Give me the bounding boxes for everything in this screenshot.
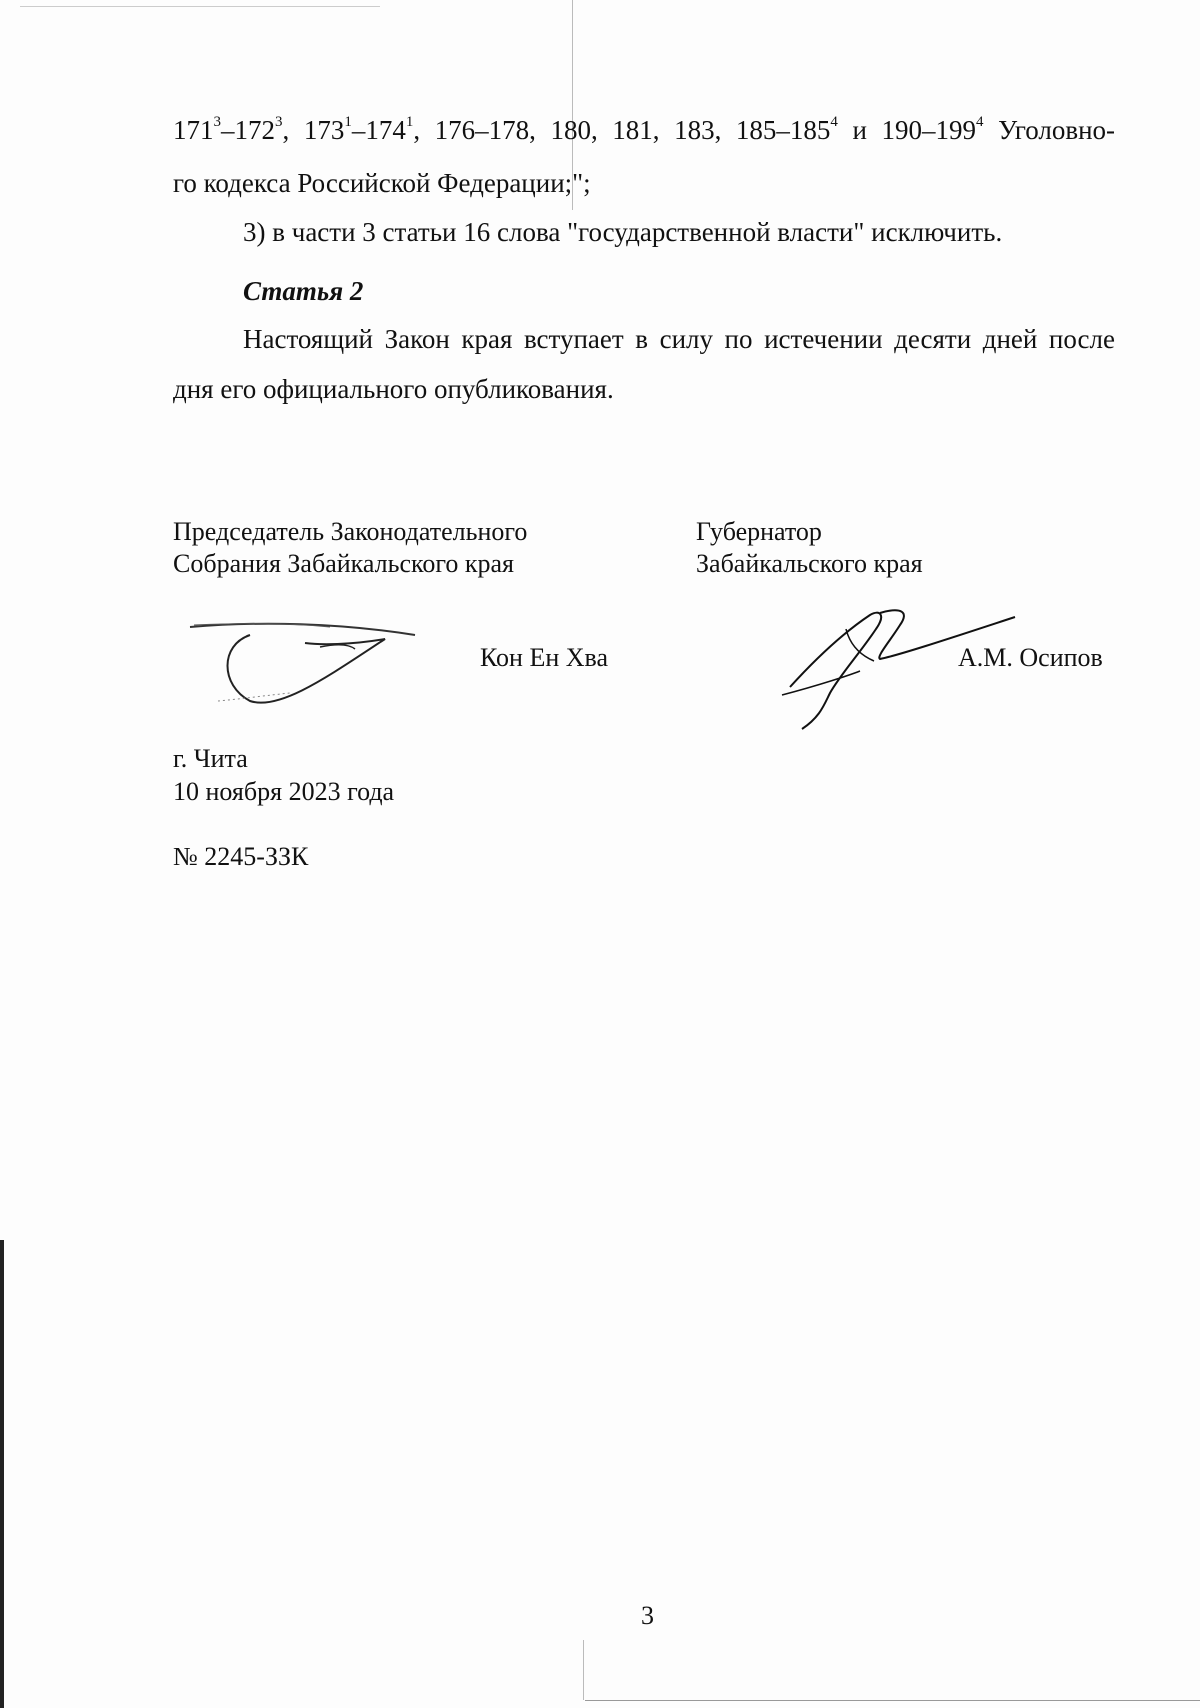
superscript: 3 [275,114,283,130]
law-number: № 2245-ЗЗК [173,842,309,871]
fold-line-bottom [583,1640,584,1700]
page-number: 3 [641,1601,654,1630]
text-fragment: , 173 [282,115,345,145]
left-signatory-title-1: Председатель Законодательного [173,517,528,546]
paragraph-line-2: го кодекса Российской Федерации;"; [173,168,591,198]
scan-edge-bottom [585,1700,1200,1701]
date: 10 ноября 2023 года [173,777,395,806]
left-signatory-name: Кон Ен Хва [480,643,609,672]
text-fragment: Уголовно- [983,115,1116,145]
article-text-line-1: Настоящий Закон края вступает в силу по истечении десяти дней после [243,324,1115,354]
item-3: 3) в части 3 статьи 16 слова "государственной власти" исключить. [243,217,1003,247]
article-heading: Статья 2 [243,276,364,306]
city: г. Чита [173,744,248,773]
right-signatory-name: А.М. Осипов [958,643,1103,672]
text-fragment: и 190–199 [837,115,977,145]
text-fragment: , 176–178, 180, 181, 183, 185–185 [413,115,831,145]
article-text-line-2: дня его официального опубликования. [173,374,614,404]
text-fragment: 171 [173,115,214,145]
superscript: 3 [213,114,221,130]
right-signatory-title-2: Забайкальского края [696,549,923,578]
superscript: 4 [830,114,838,130]
superscript: 4 [976,114,984,130]
scan-edge-top [20,6,380,7]
right-signatory-title-1: Губернатор [696,517,822,546]
text-fragment: –174 [351,115,406,145]
scan-edge-left [0,1240,4,1708]
text-fragment: –172 [221,115,275,145]
left-handwritten-signature [180,615,420,715]
superscript: 1 [344,114,352,130]
superscript: 1 [405,114,414,130]
left-signatory-title-2: Собрания Забайкальского края [173,549,514,578]
paragraph-line-1 [173,114,1115,146]
